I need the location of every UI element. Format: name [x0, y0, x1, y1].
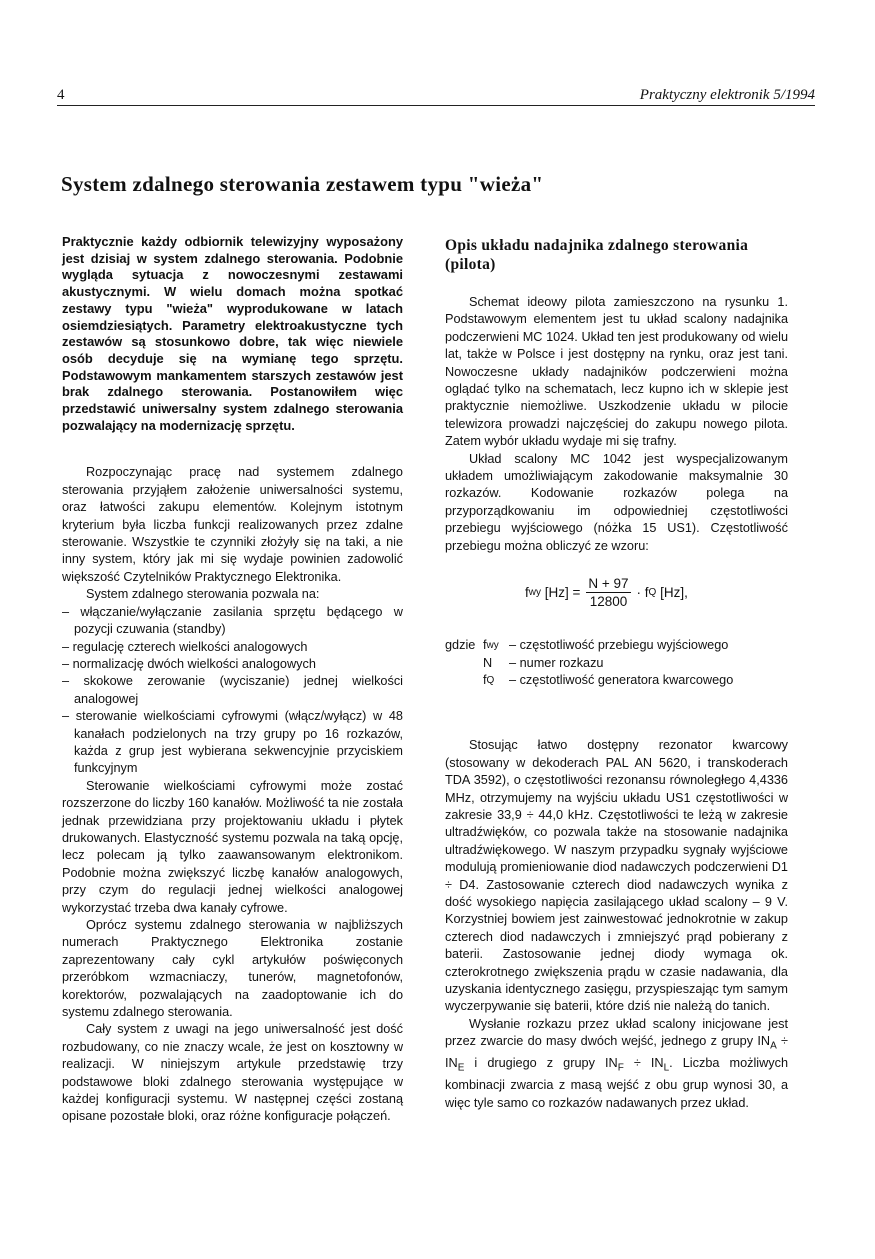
text-run: . Liczba możliwych kombinacji zwarcia z masą wejść z obu grup wynosi 30, a więc tyle samo co rozkazów nadawanych przez układ. — [445, 1056, 789, 1110]
definition-text: – numer rozkazu — [509, 655, 604, 670]
subscript: F — [617, 1062, 624, 1074]
formula-rhs: · f — [636, 584, 649, 600]
paragraph — [445, 1016, 788, 1112]
paragraph: Schemat ideowy pilota zamieszczono na rysunku 1. Podstawowym elementem jest tu układ scalony nadajnika podczerwieni MC 1024. Układ ten jest produkowany od wielu lat, także w Polsce i jest dostępny na rynku, oraz jest tani. Nowoczesne układy nadajników podczerwieni można oglądać tylko na schematach, lecz kupno ich w sklepie jest praktycznie niemożliwe. Uszkodzenie układu w pilocie telewizora prowadzi najczęściej do zakupu nowego pilota. Zatem wybór układu wydaje mi się trafny. — [445, 295, 788, 449]
paragraph: System zdalnego sterowania pozwala na: — [86, 587, 320, 602]
list-item: – normalizację dwóch wielkości analogowych — [62, 656, 403, 673]
formula-lhs-unit: [Hz] = — [541, 584, 581, 600]
definitions-lead: gdzie — [445, 638, 476, 653]
text-run: ÷ IN — [623, 1056, 664, 1071]
symbol-sub: Q — [486, 674, 495, 686]
formula-numerator: N + 97 — [588, 576, 629, 592]
definition-text: – częstotliwość przebiegu wyjściowego — [509, 638, 729, 653]
subscript: A — [770, 1040, 777, 1052]
section-heading: Opis układu nadajnika zdalnego sterowania (pilota) — [445, 237, 749, 273]
article-title: System zdalnego sterowania zestawem typu "wieża" — [61, 172, 544, 196]
formula-lhs-sub: wy — [528, 586, 541, 598]
subscript: L — [663, 1062, 670, 1074]
subscript: E — [457, 1062, 465, 1074]
journal-issue: Praktyczny elektronik 5/1994 — [639, 87, 815, 103]
symbol: f — [483, 638, 487, 653]
page-number: 4 — [57, 87, 65, 103]
feature-list — [62, 604, 403, 778]
text-run: ÷ IN — [445, 1034, 789, 1071]
paragraph: Sterowanie wielkościami cyfrowymi może zostać rozszerzone do liczby 160 kanałów. Możliwość ta nie została jednak przewidziana przy projektowaniu układu i płytek drukowanych. Elastyczność systemu pozwala na taką opcję, lecz polecam ją tylko zaawansowanym elektronikom. Podobnie można zwiększyć liczbę kanałów analogowych, przy czym do regulacji jednej wielkości analogowej wykorzystać trzeba dwa kanały cyfrowe. — [62, 778, 403, 915]
formula-rhs-unit: [Hz], — [656, 584, 688, 600]
paragraph: Oprócz systemu zdalnego sterowania w najbliższych numerach Praktycznego Elektronika zostanie zaprezentowany cały cykl artykułów poświęconych przeróbkom wzmacniaczy, tunerów, magnetofonów, korektorów, pozwalających na zaadoptowanie ich do systemu zdalnego sterowania. — [62, 918, 403, 1020]
paragraph: Układ scalony MC 1042 jest wyspecjalizowanym układem umożliwiającym zakodowanie maksymalnie 30 rozkazów. Kodowanie rozkazów polega na przyporządkowaniu im odpowiedniej częstotliwości przebiegu wyjściowego (nóżka 15 US1). Częstotliwość przebiegu można obliczyć ze wzoru: — [445, 451, 788, 553]
symbol-sub: wy — [486, 640, 499, 652]
symbol-definitions — [445, 637, 788, 689]
formula-lhs: f — [525, 584, 529, 600]
formula-denominator: 12800 — [589, 594, 628, 610]
list-item: – regulację czterech wielkości analogowych — [62, 639, 403, 656]
list-item: – włączanie/wyłączanie zasilania sprzętu będącego w pozycji czuwania (standby) — [62, 604, 403, 639]
list-item: – sterowanie wielkościami cyfrowymi (włącz/wyłącz) w 48 kanałach podzielonych na trzy grupy po 16 rozkazów, każda z grup jest wybierana sekwencyjnie przyciskiem funkcyjnym — [62, 708, 403, 778]
symbol: f — [483, 672, 487, 687]
formula-rhs-sub: Q — [648, 586, 657, 598]
formula-fraction — [586, 575, 630, 610]
list-item: – skokowe zerowanie (wyciszanie) jednej wielkości analogowej — [62, 673, 403, 708]
definition-text: – częstotliwość generatora kwarcowego — [509, 672, 734, 687]
text-run: Wysłanie rozkazu przez układ scalony inicjowane jest przez zwarcie do masy dwóch wejść, jednego z grupy IN — [445, 1016, 788, 1049]
right-column — [445, 234, 788, 1112]
definition-row — [445, 672, 788, 689]
page-header — [57, 86, 815, 106]
intro-paragraph: Praktycznie każdy odbiornik telewizyjny wyposażony jest dzisiaj w system zdalnego sterowania. Podobnie wygląda sytuacja z nowoczesnymi zestawami akustycznymi. W wielu domach można spotkać zestawy typu "wieża" wyprodukowane w latach osiemdziesiątych. Parametry elektroakustyczne tych zestawów są stosunkowo dobre, tak więc niewiele osób decyduje się na wymianę tego sprzętu. Podstawowym mankamentem starszych zestawów jest brak zdalnego sterowania. Postanowiłem więc przedstawić uniwersalny system zdalnego sterowania pozwalający na modernizację sprzętu. — [62, 234, 403, 433]
paragraph: Stosując łatwo dostępny rezonator kwarcowy (stosowany w dekoderach PAL AN 5620, i transkoderach TDA 3592), o częstotliwości rezonansu równoległego 4,4336 MHz, otrzymujemy na wyjściu układu US1 częstotliwości w zakresie 33,9 ÷ 44,0 kHz. Częstotliwości te leżą w zakresie ultradźwięków, co pozwala także na stosowanie nadajnika ultradźwiękowego. W naszym przypadku sygnały wyjściowe modulują promieniowanie diod nadawczych podczerwieni D1 ÷ D4. Zastosowanie czterech diod nadawczych wynika z dość wysokiego napięcia zasilającego układ scalony – 9 V. Korzystniej bowiem jest zainwestować jednokrotnie w zakup czterech diod nadawczych i zmniejszyć prąd pobierany z baterii. Zastosowanie jednej diody wymaga ok. czterokrotnego zwiększenia prądu w czasie nadawania, dla uzyskania identycznego zasięgu, przyspieszając tym samym wyczerpywanie się baterii, które dziś nie należą do tanich. — [445, 738, 788, 1014]
paragraph: Rozpoczynając pracę nad systemem zdalnego sterowania przyjąłem założenie uniwersalności systemu, oraz łatwości zakupu elementów. Kolejnym istotnym kryterium była liczba funkcji realizowanych przez zdalne sterowanie. Wszystkie te czynniki złożyły się na taki, a nie inny system, który jak mi się wydaje powinien zadowolić większość Czytelników Praktycznego Elektronika. — [62, 465, 403, 584]
text-run: i drugiego z grupy IN — [464, 1056, 618, 1071]
left-column — [62, 234, 403, 1126]
frequency-formula — [445, 563, 788, 637]
definition-row — [445, 637, 788, 654]
definition-row — [445, 655, 788, 672]
symbol: N — [483, 655, 493, 670]
paragraph: Cały system z uwagi na jego uniwersalność jest dość rozbudowany, co nie znaczy wcale, że jest on kosztowny w realizacji. W niniejszym artykule przedstawię trzy podstawowe bloki zdalnego sterowania występujące w każdej konfiguracji systemu. W następnej części zostaną opisane pozostałe bloki, oraz różne konfiguracje połączeń. — [62, 1022, 403, 1124]
